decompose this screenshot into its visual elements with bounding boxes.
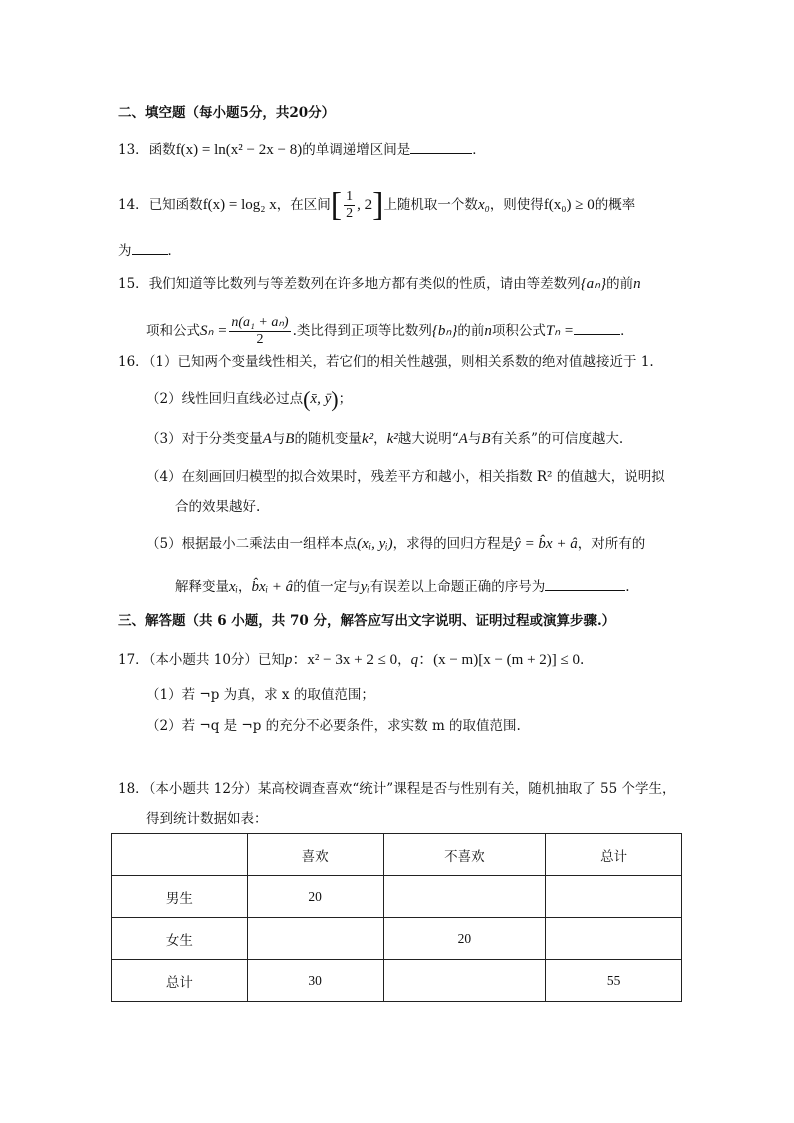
answer-blank — [574, 320, 620, 335]
formula: f(x₀) ≥ 0 — [543, 197, 595, 213]
table-cell — [383, 876, 546, 918]
answer-blank — [410, 139, 472, 154]
question-14-line2: 为 ． — [118, 240, 181, 261]
question-17-part2: （2）若 ¬q 是 ¬p 的充分不必要条件，求实数 m 的取值范围. — [146, 718, 521, 734]
statement-5-line2: 解释变量xᵢ，b̂xᵢ + â的值一定与yᵢ有误差以上命题正确的序号为 . — [175, 576, 630, 597]
statistics-table — [111, 833, 682, 1002]
table-header-cell: 喜欢 — [247, 834, 383, 876]
table-cell — [383, 960, 546, 1002]
table-row — [112, 876, 682, 918]
table-cell: 男生 — [112, 876, 248, 918]
question-number: 18． — [118, 781, 149, 797]
question-number: 14． — [118, 197, 149, 213]
section-title-fill-in: 二、填空题（每小题5分，共20分） — [118, 105, 336, 121]
table-header-cell: 总计 — [546, 834, 682, 876]
table-cell: 总计 — [112, 960, 248, 1002]
question-15: 15．我们知道等比数列与等差数列在许多地方都有类似的性质，请由等差数列{aₙ}的前n — [118, 276, 641, 292]
table-cell: 30 — [247, 960, 383, 1002]
table-cell — [546, 876, 682, 918]
table-cell — [546, 918, 682, 960]
bracket-left: [ — [330, 186, 343, 224]
question-number: 17． — [118, 652, 149, 668]
table-cell: 20 — [383, 918, 546, 960]
question-18: 18．（本小题共 12分）某高校调查喜欢“统计”课程是否与性别有关，随机抽取了 55 个学生， — [118, 781, 676, 797]
question-13: 13．函数f(x) = ln(x² − 2x − 8)的单调递增区间是 ． — [118, 139, 486, 160]
question-17-part1: （1）若 ¬p 为真，求 x 的取值范围； — [146, 687, 375, 703]
table-header-row — [112, 834, 682, 876]
statement-3: （3）对于分类变量A与B的随机变量k²，k²越大说明“A与B有关系”的可信度越大. — [146, 431, 624, 447]
table-header-cell — [112, 834, 248, 876]
formula: f(x) = log₂ x — [202, 197, 277, 213]
table-cell: 20 — [247, 876, 383, 918]
sum-fraction: $\frac{\text{n(a₁ + aₙ)}}{2}$ — [231, 315, 289, 347]
statement-2: （2）线性回归直线必过点(x̄, ȳ)； — [146, 386, 353, 412]
question-number: 15． — [118, 276, 149, 292]
table-cell — [247, 918, 383, 960]
question-18-line2: 得到统计数据如表： — [146, 811, 268, 827]
question-15-line2: 项和公式Sₙ = $\frac{\text{n(a₁ + aₙ)}}{2}$ .类比得到正项等比数列{bₙ}的前n项积公式Tₙ = ． — [146, 315, 634, 347]
bracket-right: ] — [372, 186, 384, 224]
question-17: 17．（本小题共 10分）已知p：x² − 3x + 2 ≤ 0，q：(x − m)[x − (m + 2)] ≤ 0. — [118, 652, 585, 668]
table-row — [112, 918, 682, 960]
question-16: 16．（1）已知两个变量线性相关，若它们的相关性越强，则相关系数的绝对值越接近于 1. — [118, 354, 654, 370]
answer-blank — [132, 240, 168, 255]
question-number: 16． — [118, 354, 149, 370]
section-title-solutions: 三、解答题（共 6 小题，共 70 分，解答应写出文字说明、证明过程或演算步骤.） — [118, 613, 616, 629]
table-cell: 女生 — [112, 918, 248, 960]
statement-4: （4）在刻画回归模型的拟合效果时，残差平方和越小，相关指数 R² 的值越大，说明拟 — [146, 469, 665, 485]
table-row — [112, 960, 682, 1002]
interval-fraction: $\frac{1}{2}$ — [346, 189, 354, 221]
statement-4-line2: 合的效果越好. — [175, 499, 261, 515]
table-cell: 55 — [546, 960, 682, 1002]
table-header-cell: 不喜欢 — [383, 834, 546, 876]
answer-blank — [545, 576, 625, 591]
formula: f(x) = ln(x² − 2x − 8) — [175, 142, 303, 158]
statement-5: （5）根据最小二乘法由一组样本点(xᵢ, yᵢ)，求得的回归方程是ŷ = b̂x + â，对所有的 — [146, 536, 646, 552]
question-number: 13． — [118, 142, 149, 158]
question-14: 14．已知函数f(x) = log₂ x，在区间[ $\frac{1}{2}$ , 2]上随机取一个数x₀，则使得f(x₀) ≥ 0的概率 — [118, 186, 636, 224]
